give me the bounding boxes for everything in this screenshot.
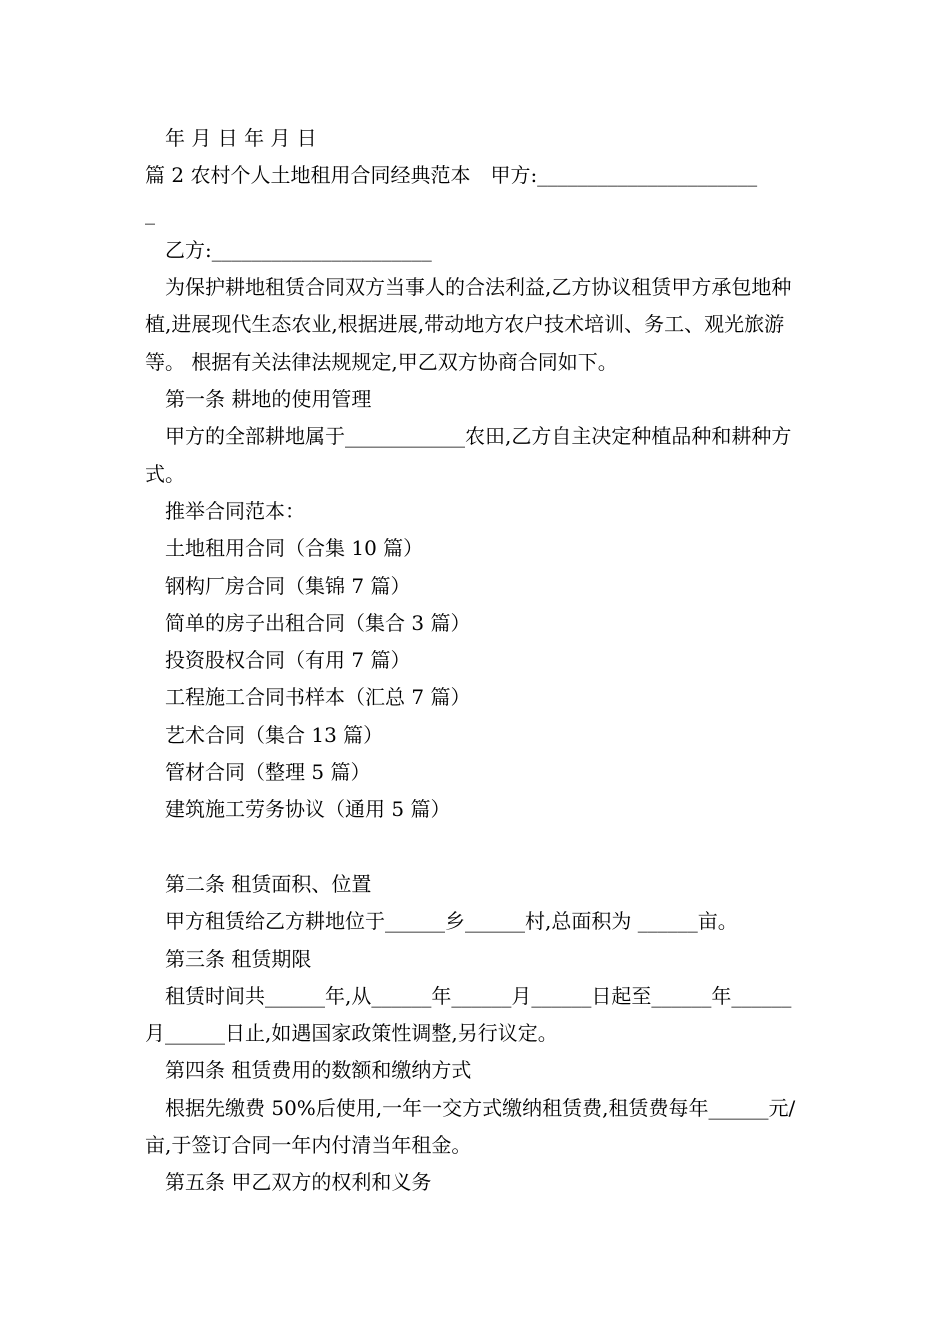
article-1-paragraph: 甲方的全部耕地属于____________农田,乙方自主决定种植品种和耕种方式。 — [145, 424, 792, 486]
article-3-paragraph: 租赁时间共______年,从______年______月______日起至______年______月______日止,如遇国家政策性调整,另行议定。 — [145, 983, 792, 1046]
article-4-paragraph: 根据先缴费 50%后使用,一年一交方式缴纳租赁费,租赁费每年______元/亩,于签订合同一年内付清当年租金。 — [145, 1095, 796, 1158]
article-2-paragraph: 甲方租赁给乙方耕地位于______乡______村,总面积为 ______亩。 — [165, 909, 738, 934]
recommended-item: 管材合同（整理 5 篇） — [165, 760, 371, 785]
recommended-item: 投资股权合同（有用 7 篇） — [165, 648, 411, 673]
article-1-heading: 第一条 耕地的使用管理 — [165, 387, 372, 412]
underline-continuation: _ — [145, 200, 155, 225]
article-2-heading: 第二条 租赁面积、位置 — [165, 871, 372, 896]
recommended-item: 艺术合同（集合 13 篇） — [165, 722, 384, 747]
spacer — [145, 829, 810, 866]
article-5-heading: 第五条 甲乙双方的权利和义务 — [165, 1170, 432, 1195]
recommended-item: 简单的房子出租合同（集合 3 篇） — [165, 610, 471, 635]
recommended-title: 推举合同范本： — [165, 498, 305, 523]
preamble-paragraph: 为保护耕地租赁合同双方当事人的合法利益,乙方协议租赁甲方承包地种 植,进展现代生态农业,根据进展,带动地方农户技术培训、务工、观光旅游等。 根据有关法律法规规定,甲乙双方协商合同如下。 — [145, 275, 792, 374]
date-line: 年 月 日 年 月 日 — [165, 126, 317, 150]
document-body — [145, 120, 810, 1202]
article-3-heading: 第三条 租赁期限 — [165, 946, 312, 971]
recommended-item: 钢构厂房合同（集锦 7 篇） — [165, 573, 411, 598]
recommended-item: 建筑施工劳务协议（通用 5 篇） — [165, 797, 451, 822]
recommended-item: 工程施工合同书样本（汇总 7 篇） — [165, 685, 471, 710]
party-b-line: 乙方:______________________ — [165, 237, 432, 262]
recommended-item: 土地租用合同（合集 10 篇） — [165, 536, 424, 561]
contract-title-line: 篇 2 农村个人土地租用合同经典范本 甲方:______________________ — [145, 163, 758, 188]
article-4-heading: 第四条 租赁费用的数额和缴纳方式 — [165, 1058, 472, 1083]
